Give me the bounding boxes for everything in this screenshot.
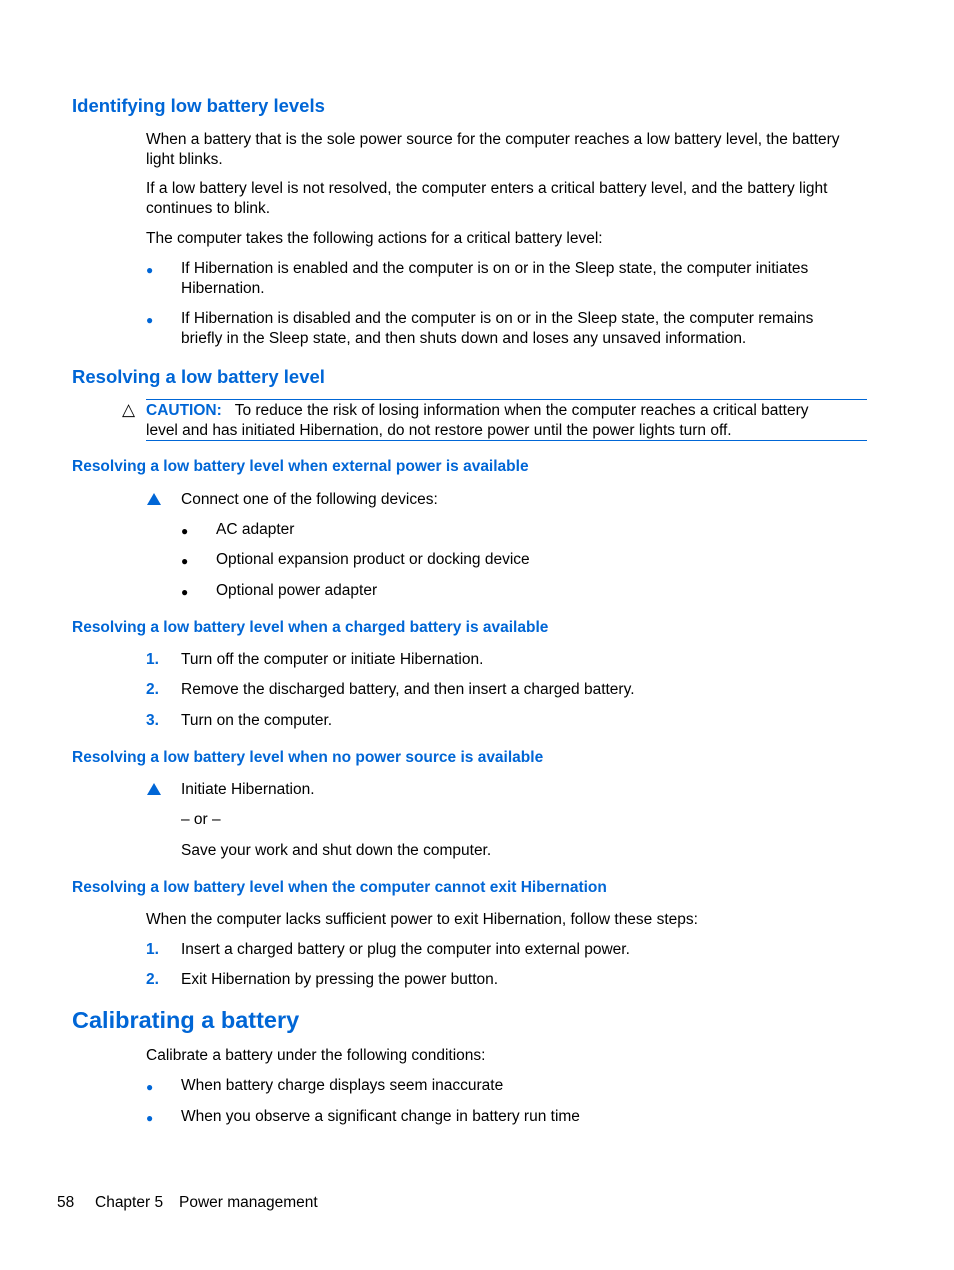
caution-text: To reduce the risk of losing information when the computer reaches a critical battery	[234, 402, 809, 419]
bullet-icon: ●	[146, 1111, 154, 1125]
subheading-external-power: Resolving a low battery level when external power is available	[72, 458, 529, 475]
text-line: level and has initiated Hibernation, do not restore power until the power lights turn off.	[146, 421, 732, 439]
footer-title: Power management	[179, 1194, 318, 1211]
step-number: 2.	[146, 681, 159, 698]
subheading-no-power: Resolving a low battery level when no power source is available	[72, 749, 544, 766]
paragraph	[146, 130, 876, 169]
caution-bottom-rule	[146, 440, 867, 441]
caution-top-rule	[146, 399, 867, 400]
list-item	[181, 309, 881, 348]
text-line: When a battery that is the sole power source for the computer reaches a low battery level, the battery	[146, 131, 840, 148]
step-text: Save your work and shut down the computer.	[181, 842, 492, 859]
list-item: Optional expansion product or docking device	[216, 551, 530, 568]
paragraph: The computer takes the following actions for a critical battery level:	[146, 230, 603, 247]
bullet-icon: ●	[181, 554, 189, 568]
step-number: 1.	[146, 941, 159, 958]
section-heading-identifying: Identifying low battery levels	[72, 95, 325, 116]
caution-icon: △	[122, 400, 136, 419]
text-line: briefly in the Sleep state, and then shuts down and loses any unsaved information.	[181, 329, 747, 347]
section-heading-calibrating: Calibrating a battery	[72, 1007, 300, 1033]
list-item: When battery charge displays seem inaccurate	[181, 1077, 504, 1094]
text-line: Hibernation.	[181, 279, 265, 297]
list-item: Optional power adapter	[216, 582, 378, 599]
caution-note	[146, 401, 867, 440]
bullet-icon: ●	[146, 263, 154, 277]
step-text: Connect one of the following devices:	[181, 491, 438, 508]
step-text: Initiate Hibernation.	[181, 781, 315, 798]
bullet-icon: ●	[146, 1080, 154, 1094]
bullet-icon: ●	[181, 524, 189, 538]
step-text: Exit Hibernation by pressing the power button.	[181, 971, 499, 988]
step-text: Insert a charged battery or plug the computer into external power.	[181, 941, 630, 958]
step-number: 2.	[146, 971, 159, 988]
text-line: If Hibernation is disabled and the computer is on or in the Sleep state, the computer remains	[181, 310, 814, 327]
list-item: AC adapter	[216, 521, 295, 538]
paragraph: Calibrate a battery under the following conditions:	[146, 1047, 486, 1064]
paragraph: When the computer lacks sufficient power to exit Hibernation, follow these steps:	[146, 911, 698, 928]
text-line: continues to blink.	[146, 199, 271, 217]
bullet-icon: ●	[146, 313, 154, 327]
caution-label: CAUTION:	[146, 402, 222, 419]
text-line	[146, 401, 867, 421]
text-line: light blinks.	[146, 150, 223, 168]
or-separator: – or –	[181, 811, 221, 828]
section-heading-resolving: Resolving a low battery level	[72, 366, 325, 387]
text-line: If a low battery level is not resolved, the computer enters a critical battery level, and the battery light	[146, 180, 828, 197]
page-number: 58	[57, 1194, 75, 1211]
triangle-step-icon	[147, 783, 161, 795]
step-text: Remove the discharged battery, and then insert a charged battery.	[181, 681, 635, 698]
step-text: Turn on the computer.	[181, 712, 333, 729]
text-line: If Hibernation is enabled and the computer is on or in the Sleep state, the computer initiates	[181, 260, 809, 277]
bullet-icon: ●	[181, 585, 189, 599]
step-number: 1.	[146, 651, 159, 668]
subheading-cannot-exit: Resolving a low battery level when the computer cannot exit Hibernation	[72, 879, 607, 896]
triangle-step-icon	[147, 493, 161, 505]
subheading-charged-battery: Resolving a low battery level when a charged battery is available	[72, 619, 549, 636]
list-item: When you observe a significant change in battery run time	[181, 1108, 580, 1125]
list-item	[181, 259, 881, 298]
step-text: Turn off the computer or initiate Hibernation.	[181, 651, 484, 668]
footer-chapter: Chapter 5	[95, 1194, 164, 1211]
step-number: 3.	[146, 712, 159, 729]
paragraph	[146, 179, 876, 218]
